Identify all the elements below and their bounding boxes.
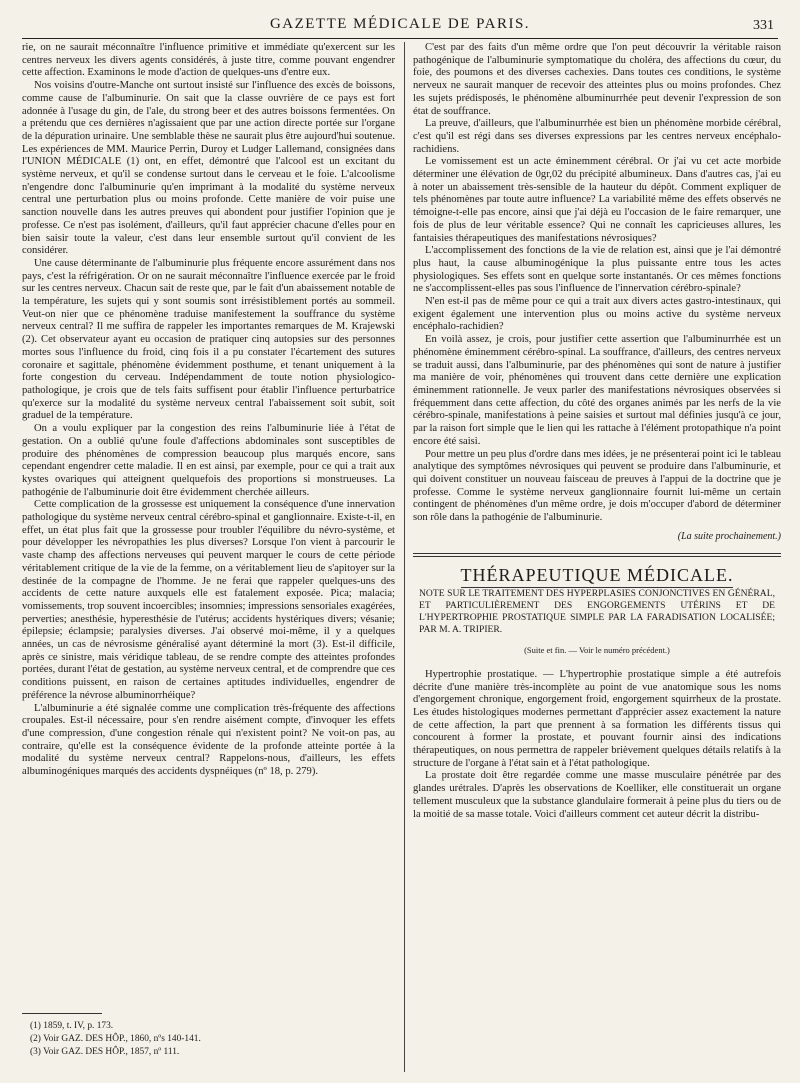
right-column — [413, 42, 781, 1077]
footnote: (2) Voir GAZ. DES HÔP., 1860, nºs 140-141. — [30, 1034, 201, 1044]
footnote: (1) 1859, t. IV, p. 173. — [30, 1021, 114, 1031]
note-title: NOTE SUR LE TRAITEMENT DES HYPERPLASIES CONJONCTIVES EN GÉNÉRAL, ET PARTICULIÈREMENT DES ENGORGEMENTS UTÉRINS ET DE L'HYPERTROPHIE PROSTATIQUE SIMPLE PAR LA FARADISATION LOCALISÉE; PAR M. A. TRIPIER. — [419, 588, 775, 636]
paragraph: Nos voisins d'outre-Manche ont surtout insisté sur l'influence des excès de boissons, comme cause de l'albuminurie. On sait que la classe ouvrière de ce pays est fort adonnée à l'usage du gin, de l'ale, du strong beer et des autres boissons fermentées. On a prétendu que ces dernières n'agissaient que par une action directe portée sur l'organe de la dépuration urinaire. Une semblable thèse ne saurait plus être aujourd'hui soutenue. Les expériences de MM. Maurice Perrin, Duroy et Ludger Lallemand, consignées dans l'UNION MÉDICALE (1) ont, en effet, démontré que l'alcool est un excitant du système nerveux, et qu'il se condense surtout dans le cerveau et le foie. L'alcoolisme n'engendre donc l'albuminurie qu'en imprimant à la modalité du système nerveux central une perturbation plus ou moins profonde. Cette manière de voir puise une sanction nouvelle dans les autres preuves qui abondent pour justifier l'opinion que je professe. Ce n'est pas isolément, d'ailleurs, qu'il faut apprécier chacune d'elles pour en bien saisir toute la valeur, c'est dans leur ensemble surtout qu'il convient de les considérer. — [22, 80, 395, 257]
page-number: 331 — [753, 18, 774, 33]
footnote: (3) Voir GAZ. DES HÔP., 1857, nº 111. — [30, 1047, 180, 1057]
page-header — [22, 10, 778, 39]
continuation-note: (La suite prochainement.) — [677, 530, 781, 542]
note-subtitle: (Suite et fin. — Voir le numéro précédent.) — [524, 645, 670, 656]
paragraph: Pour mettre un peu plus d'ordre dans mes idées, je ne présenterai point ici le tableau analytique des symptômes névrosiques qui peuvent se produire dans l'albuminurie, et qui doivent constituer un nouveau faisceau de preuves à l'appui de la doctrine que je professe. Comme le système nerveux ganglionnaire fournit lui-même un certain contingent de phénomènes d'un même ordre, je dois m'occuper d'abord de déterminer son rôle dans la pathogénie de l'albuminurie. — [413, 448, 781, 524]
section-title: THÉRAPEUTIQUE MÉDICALE. — [413, 569, 781, 582]
paragraph: Le vomissement est un acte éminemment cérébral. Or j'ai vu cet acte morbide déterminer une élévation de 0gr,02 du précipité albumineux. Dans d'autres cas, j'ai eu à noter un abaissement très-sensible de la hauteur du dépôt. Comment expliquer de tels phénomènes par toute autre influence? La variabilité même des effets observés ne témoigne-t-elle pas encore, ainsi que j'ai déjà eu l'occasion de le faire remarquer, une fois de plus de leur véritable essence? Qui ne connaît les capricieuses allures, les fantaisies thérapeutiques des manifestations névrosiques? — [413, 156, 781, 244]
paragraph: En voilà assez, je crois, pour justifier cette assertion que l'albuminurrhée est un phénomène éminemment cérébro-spinal. La souffrance, d'ailleurs, des centres nerveux se traduit aussi, dans l'albuminurie, par des phénomènes qui sont de nature à justifier ma manière de voir, phénomènes qui trouvent dans cette dernière une explication éminemment rationnelle. Je veux parler des manifestations névrosiques observées si fréquemment dans cette affection, du côté des organes animés par les nerfs de la vie cérébro-spinale, manifestations à peine saisies et surtout mal définies jusqu'à ce jour, par la raison fort simple que le lien qui les rattache à l'élément protopathique n'a point encore été saisi. — [413, 334, 781, 447]
paragraph: Cette complication de la grossesse est uniquement la conséquence d'une innervation pathologique du système nerveux central cérébro-spinal et ganglionnaire. Existe-t-il, en effet, un état plus fait que la grossesse pour troubler l'équilibre du névro-système, et pour développer les névropathies les plus diverses? Lorsque l'on vient à parcourir le vaste champ des affections nerveuses qui peuvent marquer le cours de cette période véritablement critique de la vie de la femme, on a véritablement lieu de s'apitoyer sur la destinée de la compagne de l'homme. Je ne ferai que rappeler quelques-uns des accidents de cette nature auxquels elle est fatalement exposée. Pica; malacia; vomissements, trop souvent incoercibles; insomnies; impressions sensoriales exagérées, perverties; anesthésie, hyperesthésie de l'utérus; accidents hystériques divers; vésanie; épilepsie; éclampsie; paralysies diverses. J'ai observé moi-même, il y a quelques années, un cas de névrosisme généralisé ayant déterminé la mort (3). Est-il difficile, après ce sinistre, mais véridique tableau, de se rendre compte des atteintes profondes portées, durant l'état de gestation, au système nerveux central, et de comprendre que ces conditions puissent, en raison de certaines aptitudes individuelles, engendrer de préférence la névrose albuminorrhéique? — [22, 499, 395, 701]
paragraph: N'en est-il pas de même pour ce qui a trait aux divers actes gastro-intestinaux, qui exigent également une intervention plus ou moins active du système nerveux encéphalo-rachidien? — [413, 296, 781, 333]
footnotes — [22, 1013, 395, 1059]
footnote-rule — [22, 1013, 102, 1014]
paragraph: Une cause déterminante de l'albuminurie plus fréquente encore assurément dans nos pays, c'est la réfrigération. Or on ne saurait méconnaître l'influence exercée par le froid sur les centres nerveux. Chacun sait de reste que, par le fait d'un abaissement notable de la température, les sujets qui y sont soumis sont irrésistiblement portés au sommeil. Veut-on nier que ce phénomène traduise manifestement la souffrance du système nerveux central? Il me suffira de rappeler les importantes remarques de M. Krajewski (2). Cet observateur ayant eu occasion de pratiquer cinq autopsies sur des personnes mortes sous l'influence du froid, cinq fois il a pu constater l'écartement des sutures coronaire et sagittale, phénomène évidemment posthume, et tenant uniquement à la forte congestion du cerveau. Indépendamment de toute notion physiologico-pathologique, je crois que de tels faits suffisent pour établir l'influence perturbatrice qu'exerce sur la modalité du système nerveux central l'abaissement soit subit, soit graduel de la température. — [22, 257, 395, 422]
section-rule — [413, 553, 781, 557]
journal-title: GAZETTE MÉDICALE DE PARIS. — [269, 16, 531, 32]
column-divider — [404, 42, 405, 1072]
paragraph: On a voulu expliquer par la congestion des reins l'albuminurie liée à l'état de gestation. On a oublié qu'une foule d'affections abdominales sont susceptibles de produire des phénomènes de compression beaucoup plus marqués encore, sans cependant engendrer cette maladie. Il en est ainsi, par exemple, pour ce qui a trait aux kystes ovariques qui atteignent quelquefois des proportions si monstrueuses. La pathogénie de l'albuminurie doit être évidemment cherchée ailleurs. — [22, 423, 395, 498]
paragraph: L'accomplissement des fonctions de la vie de relation est, ainsi que je l'ai démontré plus haut, la cause albuminogénique la plus puissante entre tous les actes physiologiques. Ses effets sont en quelque sorte instantanés. Or ces mêmes fonctions ne s'accomplissent-elles pas sous l'influence de l'innervation cérébro-spinale? — [413, 245, 781, 295]
paragraph: rie, on ne saurait méconnaître l'influence primitive et immédiate qu'exercent sur les centres nerveux les divers agents considérés, à juste titre, comme pouvant engendrer cette affection. Examinons le mode d'action de quelques-uns d'entre eux. — [22, 42, 395, 79]
left-column — [22, 42, 395, 1002]
paragraph: C'est par des faits d'un même ordre que l'on peut découvrir la véritable raison pathogénique de l'albuminurie symptomatique du choléra, des affections du cœur, du foie, des poumons et des diverses cachexies. Dans toutes ces conditions, le système nerveux ne saurait manquer de recevoir des atteintes plus ou moins profondes. Chez les sujets prédisposés, le phénomène albuminurrhée peut devenir l'expression de son état de souffrance. — [413, 42, 781, 117]
paragraph: L'albuminurie a été signalée comme une complication très-fréquente des affections croupales. Est-il nécessaire, pour s'en rendre aisément compte, d'invoquer les effets d'une compression, d'une congestion rénale qui n'existent point? Ne voit-on pas, au contraire, qu'elle est la conséquence évidente de la profonde atteinte portée à la modalité du système nerveux central? Rappelons-nous, d'ailleurs, les effets albuminogéniques marqués des accidents dyspnéiques (nº 18, p. 279). — [22, 702, 395, 778]
paragraph: La prostate doit être regardée comme une masse musculaire pénétrée par des glandes urétrales. D'après les observations de Koelliker, elle constituerait un organe tellement musculeux que la substance glandulaire formerait à peine plus du tiers ou de la moitié de sa masse totale. Voici d'ailleurs comment cet auteur décrit la distribu- — [413, 770, 781, 820]
paragraph: Hypertrophie prostatique. — L'hypertrophie prostatique simple a été autrefois décrite d'une manière très-incomplète au point de vue anatomique sous les noms d'engorgement chronique, engorgement froid, engorgement squirrheux de la prostate. Les études histologiques modernes permettant d'apprécier assez exactement la nature de cette affection, la part que prennent à sa formation les différents tissus qui concourent à former la prostate, et pouvant fournir ainsi des indications thérapeutiques, on nous permettra de rappeler brièvement quelques détails relatifs à la structure de l'organe à l'état sain et à l'état pathologique. — [413, 668, 781, 769]
paragraph: La preuve, d'ailleurs, que l'albuminurrhée est bien un phénomène morbide cérébral, c'est qu'il est régi dans ses diverses expressions par les centres nerveux encéphalo-rachidiens. — [413, 118, 781, 155]
